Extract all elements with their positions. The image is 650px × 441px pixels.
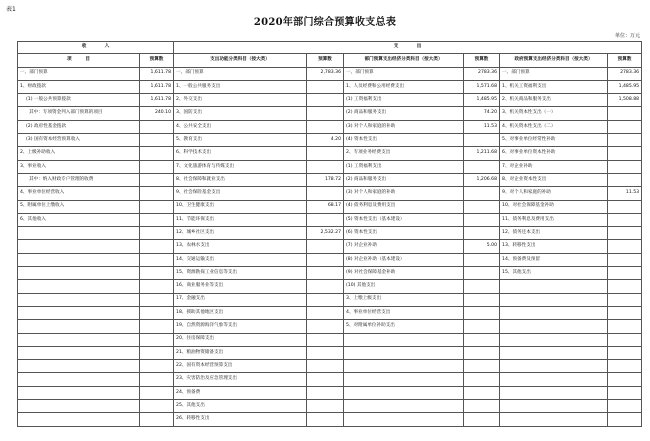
gov-econ-amount — [608, 400, 642, 413]
econ-amount: 5.00 — [464, 240, 500, 253]
income-amount — [140, 306, 174, 319]
econ-category: 一、部门预算 — [344, 67, 464, 80]
econ-amount — [464, 253, 500, 266]
table-row — [18, 373, 642, 386]
gov-econ-amount — [608, 160, 642, 173]
gov-econ-category: 1、机关工资福利支出 — [500, 80, 608, 93]
econ-category: (8) 对企业补助（基本建设） — [344, 253, 464, 266]
gov-econ-category: 3、机关资本性支出（一） — [500, 107, 608, 120]
income-item — [18, 413, 140, 427]
func-amount — [307, 187, 344, 200]
func-category: 8、社会保障和就业支出 — [174, 173, 307, 186]
econ-category: (6) 资本性支出 — [344, 227, 464, 240]
func-category: 19、自然资源海洋气象等支出 — [174, 320, 307, 333]
gov-econ-amount — [608, 120, 642, 133]
income-amount — [140, 320, 174, 333]
income-item: 5、附属单位上缴收入 — [18, 200, 140, 213]
func-category: 17、金融支出 — [174, 293, 307, 306]
income-item — [18, 280, 140, 293]
func-amount — [307, 320, 344, 333]
gov-econ-category — [500, 413, 608, 427]
gov-econ-amount — [608, 413, 642, 427]
econ-category: (2) 商品和服务支出 — [344, 173, 464, 186]
table-row — [18, 107, 642, 120]
income-item — [18, 293, 140, 306]
func-category: 13、农林水支出 — [174, 240, 307, 253]
func-category: 16、商业服务业等支出 — [174, 280, 307, 293]
econ-category: (5) 资本性支出（基本建设） — [344, 213, 464, 226]
income-amount — [140, 147, 174, 160]
gov-econ-amount — [608, 320, 642, 333]
func-category: 4、公共安全支出 — [174, 120, 307, 133]
income-item: 其中：纳入财政专户管理的收费 — [18, 173, 140, 186]
expense-header: 支 出 — [174, 42, 642, 54]
table-row — [18, 94, 642, 107]
gov-econ-category: 13、转移性支出 — [500, 240, 608, 253]
func-amount — [307, 147, 344, 160]
func-category: 25、其他支出 — [174, 400, 307, 413]
gov-econ-category — [500, 280, 608, 293]
gov-econ-category: 2、机关商品和服务支出 — [500, 94, 608, 107]
gov-econ-amount — [608, 360, 642, 373]
econ-amount — [464, 360, 500, 373]
func-amount — [307, 280, 344, 293]
func-amount: 4.20 — [307, 134, 344, 147]
gov-econ-amount — [608, 134, 642, 147]
income-amount — [140, 253, 174, 266]
func-amount: 2,783.36 — [307, 67, 344, 80]
income-amount — [140, 360, 174, 373]
income-item — [18, 400, 140, 413]
unit-label: 单位：万元 — [614, 33, 640, 39]
econ-amount — [464, 134, 500, 147]
gov-econ-category: 一、部门预算 — [500, 67, 608, 80]
func-category: 7、文化旅游体育与传媒支出 — [174, 160, 307, 173]
table-row — [18, 134, 642, 147]
econ-category: (4) 债务利息及费用支出 — [344, 200, 464, 213]
func-amount — [307, 94, 344, 107]
table-row — [18, 213, 642, 226]
gov-econ-amount — [608, 213, 642, 226]
func-category: 22、国有资本经营预算支出 — [174, 360, 307, 373]
table-row — [18, 413, 642, 427]
gov-econ-amount — [608, 293, 642, 306]
gov-econ-category: 5、对事业单位经常性补助 — [500, 134, 608, 147]
econ-amount — [464, 280, 500, 293]
income-amount — [140, 280, 174, 293]
table-row — [18, 280, 642, 293]
gov-econ-budget-header: 预算数 — [608, 54, 642, 67]
table-row — [18, 386, 642, 399]
income-amount — [140, 333, 174, 346]
table-row — [18, 267, 642, 280]
econ-amount — [464, 373, 500, 386]
econ-category: 2、专项业务经费支出 — [344, 147, 464, 160]
econ-amount — [464, 333, 500, 346]
func-amount: 178.72 — [307, 173, 344, 186]
gov-econ-category — [500, 346, 608, 359]
income-item — [18, 373, 140, 386]
econ-category — [344, 333, 464, 346]
income-amount — [140, 346, 174, 359]
gov-econ-category: 15、其他支出 — [500, 267, 608, 280]
func-category: 21、粮油物资储备支出 — [174, 346, 307, 359]
income-item: 其中：专项资金列入部门预算的项目 — [18, 107, 140, 120]
gov-econ-amount — [608, 386, 642, 399]
income-amount — [140, 413, 174, 427]
table-row — [18, 320, 642, 333]
income-item — [18, 253, 140, 266]
func-amount — [307, 240, 344, 253]
income-item: (2) 政府性基金拨款 — [18, 120, 140, 133]
gov-econ-category: 14、预备费及预留 — [500, 253, 608, 266]
income-item — [18, 346, 140, 359]
budget-summary-table — [17, 41, 642, 427]
table-row — [18, 147, 642, 160]
econ-amount — [464, 227, 500, 240]
income-item: (3) 国有资本经营预算收入 — [18, 134, 140, 147]
econ-amount — [464, 400, 500, 413]
table-row — [18, 120, 642, 133]
gov-econ-category: 11、债务利息及费用支出 — [500, 213, 608, 226]
func-category-header: 支出功能分类科目（按大类） — [174, 54, 307, 67]
func-category: 23、灾害防治及应急管理支出 — [174, 373, 307, 386]
func-amount — [307, 213, 344, 226]
econ-category-header: 部门预算支出经济分类科目（按大类） — [344, 54, 464, 67]
func-category: 9、社会保险基金支出 — [174, 187, 307, 200]
econ-amount — [464, 386, 500, 399]
func-category: 24、预备费 — [174, 386, 307, 399]
income-amount — [140, 213, 174, 226]
econ-category — [344, 386, 464, 399]
func-amount — [307, 80, 344, 93]
econ-category: (3) 对个人和家庭的补助 — [344, 120, 464, 133]
func-budget-header: 预算数 — [307, 54, 344, 67]
gov-econ-amount — [608, 346, 642, 359]
econ-amount — [464, 200, 500, 213]
func-category: 5、教育支出 — [174, 134, 307, 147]
func-amount — [307, 386, 344, 399]
income-item: 一、部门预算 — [18, 67, 140, 80]
econ-amount — [464, 293, 500, 306]
gov-econ-amount: 1,508.88 — [608, 94, 642, 107]
econ-amount — [464, 160, 500, 173]
gov-econ-category — [500, 400, 608, 413]
func-category: 2、外交支出 — [174, 94, 307, 107]
gov-econ-category: 6、对事业单位资本性补助 — [500, 147, 608, 160]
func-category: 一、部门预算 — [174, 67, 307, 80]
income-item — [18, 386, 140, 399]
gov-econ-amount — [608, 227, 642, 240]
gov-econ-amount — [608, 280, 642, 293]
econ-category: (9) 对社会保障基金补助 — [344, 267, 464, 280]
table-row — [18, 346, 642, 359]
econ-category: (2) 商品和服务支出 — [344, 107, 464, 120]
table-row — [18, 173, 642, 186]
gov-econ-category — [500, 333, 608, 346]
gov-econ-amount — [608, 173, 642, 186]
func-amount: 2,532.27 — [307, 227, 344, 240]
gov-econ-category: 4、机关资本性支出（二） — [500, 120, 608, 133]
econ-amount — [464, 346, 500, 359]
table-row — [18, 67, 642, 80]
func-category: 12、城乡社区支出 — [174, 227, 307, 240]
page-title: 2020年部门综合预算收支总表 — [253, 17, 397, 28]
income-amount — [140, 120, 174, 133]
func-category: 26、转移性支出 — [174, 413, 307, 427]
func-category: 6、科学技术支出 — [174, 147, 307, 160]
func-category: 20、住房保障支出 — [174, 333, 307, 346]
income-budget-header: 预算数 — [140, 54, 174, 67]
func-category: 1、一般公共服务支出 — [174, 80, 307, 93]
func-amount — [307, 333, 344, 346]
econ-amount — [464, 267, 500, 280]
econ-category: (7) 对企业补助 — [344, 240, 464, 253]
income-item: 6、其他收入 — [18, 213, 140, 226]
income-item — [18, 360, 140, 373]
income-item: 1、财政拨款 — [18, 80, 140, 93]
econ-budget-header: 预算数 — [464, 54, 500, 67]
func-amount — [307, 267, 344, 280]
func-amount — [307, 306, 344, 319]
income-amount — [140, 173, 174, 186]
gov-econ-category — [500, 386, 608, 399]
gov-econ-category-header: 政府预算支出经济分类科目（按大类） — [500, 54, 608, 67]
gov-econ-amount — [608, 147, 642, 160]
income-amount — [140, 267, 174, 280]
econ-amount — [464, 187, 500, 200]
income-item — [18, 306, 140, 319]
income-item: 2、上级补助收入 — [18, 147, 140, 160]
income-item — [18, 240, 140, 253]
gov-econ-amount — [608, 306, 642, 319]
func-amount — [307, 120, 344, 133]
econ-category: 4、事业单位经营支出 — [344, 306, 464, 319]
gov-econ-amount — [608, 253, 642, 266]
income-amount — [140, 293, 174, 306]
econ-category — [344, 373, 464, 386]
income-item-header: 项 目 — [18, 54, 140, 67]
gov-econ-category: 7、对企业补助 — [500, 160, 608, 173]
econ-amount — [464, 213, 500, 226]
income-amount — [140, 187, 174, 200]
func-category: 15、资源勘探工业信息等支出 — [174, 267, 307, 280]
gov-econ-amount: 2783.36 — [608, 67, 642, 80]
gov-econ-category — [500, 306, 608, 319]
table-row — [18, 200, 642, 213]
func-category: 10、卫生健康支出 — [174, 200, 307, 213]
header-row-columns — [18, 54, 642, 67]
table-row — [18, 80, 642, 93]
gov-econ-amount — [608, 200, 642, 213]
income-amount — [140, 160, 174, 173]
func-amount — [307, 253, 344, 266]
table-row — [18, 360, 642, 373]
gov-econ-amount — [608, 333, 642, 346]
gov-econ-category — [500, 293, 608, 306]
gov-econ-amount: 11.53 — [608, 187, 642, 200]
func-amount — [307, 400, 344, 413]
econ-category: 1、人员经费和公用经费支出 — [344, 80, 464, 93]
table-row — [18, 400, 642, 413]
income-item: 3、事业收入 — [18, 160, 140, 173]
table-row — [18, 227, 642, 240]
income-amount — [140, 134, 174, 147]
gov-econ-category — [500, 373, 608, 386]
income-item — [18, 267, 140, 280]
econ-amount — [464, 320, 500, 333]
econ-category — [344, 346, 464, 359]
gov-econ-category: 10、对社会保障基金补助 — [500, 200, 608, 213]
income-amount — [140, 200, 174, 213]
gov-econ-amount — [608, 373, 642, 386]
table-row — [18, 187, 642, 200]
income-amount: 240.10 — [140, 107, 174, 120]
table-row — [18, 293, 642, 306]
income-amount — [140, 400, 174, 413]
gov-econ-category — [500, 320, 608, 333]
income-item — [18, 320, 140, 333]
func-category: 18、援助其他地区支出 — [174, 306, 307, 319]
table-row — [18, 306, 642, 319]
table-row — [18, 253, 642, 266]
econ-category: (1) 工资福利支出 — [344, 160, 464, 173]
econ-amount — [464, 413, 500, 427]
func-category: 3、国防支出 — [174, 107, 307, 120]
gov-econ-amount — [608, 107, 642, 120]
income-amount — [140, 373, 174, 386]
econ-category: (1) 工资福利支出 — [344, 94, 464, 107]
table-number-label: 表1 — [6, 6, 16, 13]
income-amount — [140, 227, 174, 240]
table-row — [18, 240, 642, 253]
table-row — [18, 160, 642, 173]
gov-econ-amount — [608, 267, 642, 280]
func-amount — [307, 293, 344, 306]
econ-category: (3) 对个人和家庭的补助 — [344, 187, 464, 200]
econ-category: (4) 资本性支出 — [344, 134, 464, 147]
econ-amount: 1,211.68 — [464, 147, 500, 160]
income-item — [18, 227, 140, 240]
func-amount — [307, 160, 344, 173]
econ-category — [344, 400, 464, 413]
income-header: 收 入 — [18, 42, 174, 54]
econ-category — [344, 413, 464, 427]
gov-econ-amount: 1,485.95 — [608, 80, 642, 93]
income-amount: 1,611.78 — [140, 80, 174, 93]
gov-econ-category: 9、对个人和家庭的补助 — [500, 187, 608, 200]
header-row-group — [18, 42, 642, 54]
econ-amount: 2783.36 — [464, 67, 500, 80]
gov-econ-category: 12、债务还本支出 — [500, 227, 608, 240]
func-amount: 68.17 — [307, 200, 344, 213]
income-item — [18, 333, 140, 346]
econ-amount: 11.53 — [464, 120, 500, 133]
func-amount — [307, 360, 344, 373]
income-item: 4、事业单位经营收入 — [18, 187, 140, 200]
gov-econ-amount — [608, 240, 642, 253]
func-amount — [307, 373, 344, 386]
econ-amount: 1,206.68 — [464, 173, 500, 186]
income-amount: 1,611.78 — [140, 67, 174, 80]
table-row — [18, 333, 642, 346]
econ-amount: 1,571.68 — [464, 80, 500, 93]
econ-amount: 74.20 — [464, 107, 500, 120]
gov-econ-category — [500, 360, 608, 373]
func-amount — [307, 346, 344, 359]
func-amount — [307, 413, 344, 427]
gov-econ-category: 8、对企业资本性支出 — [500, 173, 608, 186]
func-amount — [307, 107, 344, 120]
income-amount: 1,611.78 — [140, 94, 174, 107]
func-category: 11、节能环保支出 — [174, 213, 307, 226]
econ-amount — [464, 306, 500, 319]
econ-category — [344, 360, 464, 373]
income-amount — [140, 386, 174, 399]
econ-category: 3、上缴上级支出 — [344, 293, 464, 306]
econ-category: 5、对附属单位补助支出 — [344, 320, 464, 333]
income-amount — [140, 240, 174, 253]
econ-amount: 1,485.95 — [464, 94, 500, 107]
func-category: 14、交通运输支出 — [174, 253, 307, 266]
income-item: (1) 一般公共预算拨款 — [18, 94, 140, 107]
econ-category: (10) 其他支出 — [344, 280, 464, 293]
